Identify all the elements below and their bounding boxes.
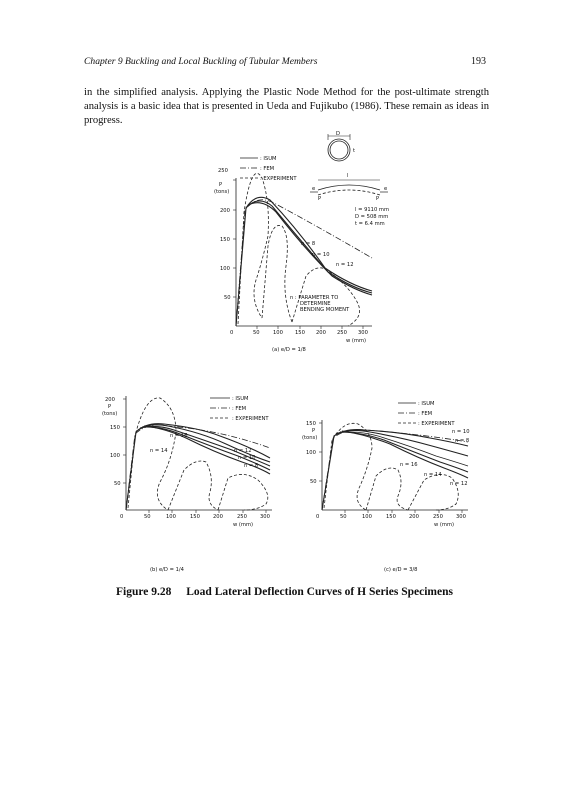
a-xlabel: w (mm) (346, 338, 367, 344)
a-ytick-200: 200 (220, 208, 230, 214)
chapter-title: Chapter 9 Buckling and Local Buckling of Tubular Members (84, 56, 318, 67)
a-sketch-e-left: e (312, 186, 316, 192)
c-tick-0: 0 (316, 514, 320, 520)
a-note-line3: BENDING MOMENT (300, 307, 350, 313)
b-xtick-100: 100 (166, 514, 176, 520)
c-xtick-250: 250 (433, 514, 443, 520)
c-label-n12: n = 12 (450, 481, 468, 487)
c-xtick-50: 50 (340, 514, 347, 520)
a-xtick-300: 300 (358, 330, 368, 336)
b-xlabel: w (mm) (233, 522, 254, 528)
a-sketch-d: D (336, 131, 340, 137)
a-spec-l: l = 9110 mm (355, 207, 390, 213)
figure-c (319, 403, 468, 513)
b-label-n8: n = 8 (244, 463, 259, 469)
c-xtick-300: 300 (456, 514, 466, 520)
c-legend-isum: : ISUM (418, 401, 435, 407)
b-label-n12: n = 12 (234, 448, 252, 454)
a-sketch-l: l (347, 173, 349, 179)
a-ylabel-unit: (tons) (214, 189, 230, 195)
b-ytick-50: 50 (114, 481, 121, 487)
a-spec-d: D = 508 mm (355, 214, 389, 220)
c-ylabel-p: P (312, 428, 316, 434)
c-ylabel-unit: (tons) (302, 435, 318, 441)
b-xtick-300: 300 (260, 514, 270, 520)
b-label-n10: n = 10 (238, 455, 256, 461)
b-ylabel-unit: (tons) (102, 411, 118, 417)
a-xtick-200: 200 (316, 330, 326, 336)
c-xtick-100: 100 (362, 514, 372, 520)
c-xtick-150: 150 (386, 514, 396, 520)
c-xlabel: w (mm) (434, 522, 455, 528)
b-ylabel-p: P (108, 404, 112, 410)
a-tube-section-icon (328, 139, 350, 161)
a-sketch-p-left: P (318, 196, 322, 202)
b-legend-fem: : FEM (232, 406, 247, 412)
c-ytick-150: 150 (306, 421, 316, 427)
a-sublabel: (a) e/D = 1/8 (272, 347, 306, 353)
a-ytick-150: 150 (220, 237, 230, 243)
caption-label: Figure 9.28 (116, 586, 172, 598)
b-label-n16: n = 16 (170, 433, 188, 439)
a-ytick-50: 50 (224, 295, 231, 301)
b-xtick-250: 250 (237, 514, 247, 520)
a-sketch-e-right: e (384, 186, 388, 192)
a-legend-experiment: : EXPERIMENT (260, 176, 297, 182)
a-legend-isum: : ISUM (260, 156, 277, 162)
c-label-n16: n = 16 (400, 462, 418, 468)
b-legend-experiment: : EXPERIMENT (232, 416, 269, 422)
a-note-line2: DETERMINE (300, 301, 331, 307)
a-ytick-250: 250 (218, 168, 228, 174)
a-curve-isum-n12 (248, 203, 372, 295)
c-label-n10: n = 10 (452, 429, 470, 435)
b-legend-isum: : ISUM (232, 396, 249, 402)
c-label-n14: n = 14 (424, 472, 442, 478)
c-xtick-200: 200 (409, 514, 419, 520)
figure-caption (0, 586, 569, 598)
b-xtick-200: 200 (213, 514, 223, 520)
b-ytick-100: 100 (110, 453, 120, 459)
b-ytick-200: 200 (105, 397, 115, 403)
c-curve-exp-1 (324, 423, 372, 510)
page-number: 193 (471, 56, 486, 67)
b-label-n14: n = 14 (150, 448, 168, 454)
a-label-n10: n = 10 (312, 252, 330, 258)
b-tick-0: 0 (120, 514, 124, 520)
b-ytick-150: 150 (110, 425, 120, 431)
a-xtick-150: 150 (295, 330, 305, 336)
a-sketch-t: t (353, 148, 356, 154)
a-sketch-p-right: P (376, 196, 380, 202)
a-xtick-250: 250 (337, 330, 347, 336)
b-xtick-50: 50 (144, 514, 151, 520)
a-spec-t: t = 6.4 mm (355, 221, 385, 227)
a-curve-exp-2 (262, 225, 292, 322)
c-ytick-100: 100 (306, 450, 316, 456)
a-xtick-100: 100 (273, 330, 283, 336)
c-legend-fem: : FEM (418, 411, 433, 417)
a-xtick-50: 50 (253, 330, 260, 336)
a-ytick-100: 100 (220, 266, 230, 272)
a-legend-fem: : FEM (260, 166, 275, 172)
caption-title: Load Lateral Deflection Curves of H Series Specimens (186, 586, 453, 598)
a-ylabel-p: P (219, 182, 223, 188)
c-label-n8: n = 8 (455, 438, 470, 444)
a-label-n8: n = 8 (301, 241, 316, 247)
a-note-line1: n : PARAMETER TO (290, 295, 339, 301)
c-ytick-50: 50 (310, 479, 317, 485)
c-legend-experiment: : EXPERIMENT (418, 421, 455, 427)
body-paragraph: in the simplified analysis. Applying the Plastic Node Method for the post-ultimate strength analysis is a basic idea that is presented in Ueda and Fujikubo (1986). These remain as ideas in progress. (84, 87, 489, 127)
b-sublabel: (b) e/D = 1/4 (150, 567, 184, 573)
c-sublabel: (c) e/D = 3/8 (384, 567, 418, 573)
b-xtick-150: 150 (190, 514, 200, 520)
a-beam-sketch (318, 185, 380, 190)
a-tick-0: 0 (230, 330, 234, 336)
a-label-n12: n = 12 (336, 262, 354, 268)
